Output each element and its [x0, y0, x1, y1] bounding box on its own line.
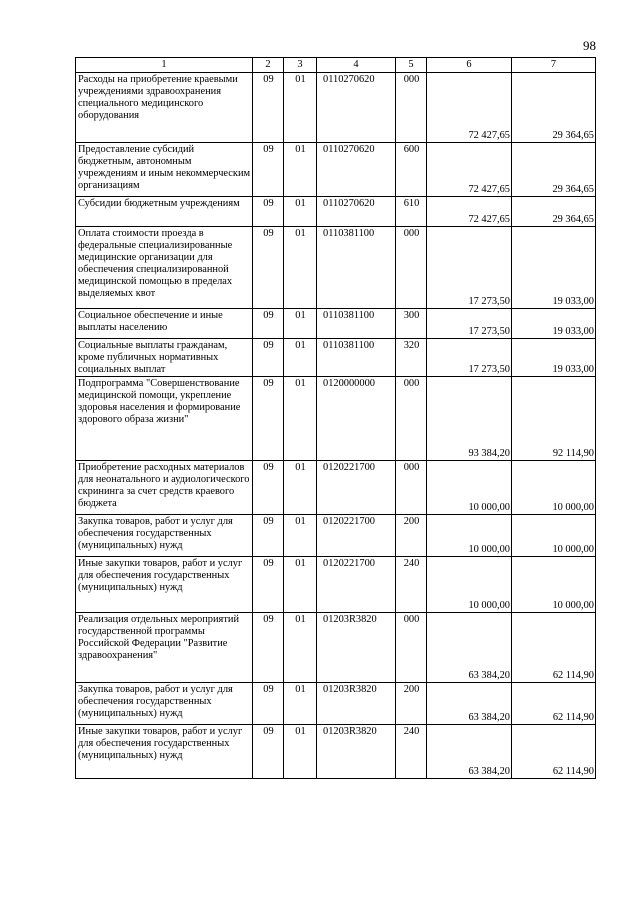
row-name-cell: Иные закупки товаров, работ и услуг для обеспечения государственных (муниципальных) нужд — [76, 557, 253, 613]
row-code-cell: 09 — [253, 73, 284, 143]
row-amount-cell: 10 000,00 — [427, 461, 512, 515]
row-name-cell: Приобретение расходных материалов для неонатального и аудиологического скрининга за счет средств краевого бюджета — [76, 461, 253, 515]
row-amount-cell: 10 000,00 — [427, 557, 512, 613]
table-row — [76, 725, 596, 779]
row-type-cell: 000 — [396, 377, 427, 461]
table-row — [76, 683, 596, 725]
row-code-cell: 01 — [284, 197, 317, 227]
row-target-cell: 0120221700 — [317, 557, 396, 613]
table-row — [76, 613, 596, 683]
table-row — [76, 377, 596, 461]
budget-table — [75, 57, 596, 779]
row-target-cell: 0120221700 — [317, 461, 396, 515]
row-code-cell: 09 — [253, 197, 284, 227]
row-code-cell: 09 — [253, 143, 284, 197]
row-target-cell: 01203R3820 — [317, 613, 396, 683]
row-amount-cell: 62 114,90 — [512, 613, 596, 683]
row-target-cell: 0110381100 — [317, 227, 396, 309]
row-code-cell: 01 — [284, 461, 317, 515]
table-row — [76, 515, 596, 557]
row-code-cell: 09 — [253, 227, 284, 309]
row-amount-cell: 10 000,00 — [427, 515, 512, 557]
row-amount-cell: 63 384,20 — [427, 725, 512, 779]
table-row — [76, 227, 596, 309]
row-type-cell: 000 — [396, 461, 427, 515]
row-name-cell: Социальные выплаты гражданам, кроме публичных нормативных социальных выплат — [76, 339, 253, 377]
row-amount-cell: 63 384,20 — [427, 683, 512, 725]
row-type-cell: 610 — [396, 197, 427, 227]
row-amount-cell: 19 033,00 — [512, 339, 596, 377]
page-number: 98 — [583, 38, 596, 53]
row-name-cell: Предоставление субсидий бюджетным, автономным учреждениям и иным некоммерческим организациям — [76, 143, 253, 197]
row-amount-cell: 62 114,90 — [512, 683, 596, 725]
header-col-4: 4 — [317, 58, 396, 73]
table-row — [76, 557, 596, 613]
table-row — [76, 339, 596, 377]
row-target-cell: 0110381100 — [317, 339, 396, 377]
row-amount-cell: 92 114,90 — [512, 377, 596, 461]
row-type-cell: 000 — [396, 73, 427, 143]
row-code-cell: 09 — [253, 377, 284, 461]
row-name-cell: Подпрограмма "Совершенствование медицинской помощи, укрепление здоровья населения и формирование здорового образа жизни" — [76, 377, 253, 461]
row-amount-cell: 19 033,00 — [512, 227, 596, 309]
row-name-cell: Оплата стоимости проезда в федеральные специализированные медицинские организации для обеспечения специализированной медицинской помощью в пределах выделяемых квот — [76, 227, 253, 309]
row-amount-cell: 29 364,65 — [512, 143, 596, 197]
row-amount-cell: 63 384,20 — [427, 613, 512, 683]
row-target-cell: 0110270620 — [317, 197, 396, 227]
row-name-cell: Социальное обеспечение и иные выплаты населению — [76, 309, 253, 339]
table-header-row — [76, 58, 596, 73]
row-amount-cell: 72 427,65 — [427, 73, 512, 143]
header-col-3: 3 — [284, 58, 317, 73]
row-code-cell: 09 — [253, 339, 284, 377]
row-code-cell: 01 — [284, 339, 317, 377]
row-target-cell: 0120000000 — [317, 377, 396, 461]
row-code-cell: 01 — [284, 309, 317, 339]
header-col-7: 7 — [512, 58, 596, 73]
row-code-cell: 09 — [253, 309, 284, 339]
row-type-cell: 240 — [396, 557, 427, 613]
row-amount-cell: 17 273,50 — [427, 339, 512, 377]
row-amount-cell: 10 000,00 — [512, 461, 596, 515]
row-name-cell: Реализация отдельных мероприятий государственной программы Российской Федерации "Развитие здравоохранения" — [76, 613, 253, 683]
row-type-cell: 240 — [396, 725, 427, 779]
row-code-cell: 01 — [284, 515, 317, 557]
row-amount-cell: 17 273,50 — [427, 227, 512, 309]
row-name-cell: Расходы на приобретение краевыми учреждениями здравоохранения специального медицинского оборудования — [76, 73, 253, 143]
row-code-cell: 01 — [284, 73, 317, 143]
table-row — [76, 309, 596, 339]
row-target-cell: 0110381100 — [317, 309, 396, 339]
row-type-cell: 000 — [396, 227, 427, 309]
row-code-cell: 01 — [284, 377, 317, 461]
row-code-cell: 09 — [253, 515, 284, 557]
table-row — [76, 73, 596, 143]
header-col-2: 2 — [253, 58, 284, 73]
row-code-cell: 01 — [284, 613, 317, 683]
row-amount-cell: 17 273,50 — [427, 309, 512, 339]
row-target-cell: 0110270620 — [317, 143, 396, 197]
row-amount-cell: 29 364,65 — [512, 197, 596, 227]
row-amount-cell: 62 114,90 — [512, 725, 596, 779]
row-code-cell: 09 — [253, 683, 284, 725]
row-amount-cell: 72 427,65 — [427, 197, 512, 227]
row-type-cell: 300 — [396, 309, 427, 339]
row-type-cell: 000 — [396, 613, 427, 683]
row-name-cell: Закупка товаров, работ и услуг для обеспечения государственных (муниципальных) нужд — [76, 515, 253, 557]
row-code-cell: 09 — [253, 461, 284, 515]
row-amount-cell: 29 364,65 — [512, 73, 596, 143]
row-type-cell: 200 — [396, 683, 427, 725]
row-name-cell: Закупка товаров, работ и услуг для обеспечения государственных (муниципальных) нужд — [76, 683, 253, 725]
row-code-cell: 09 — [253, 613, 284, 683]
row-code-cell: 01 — [284, 143, 317, 197]
row-amount-cell: 72 427,65 — [427, 143, 512, 197]
header-col-1: 1 — [76, 58, 253, 73]
row-code-cell: 01 — [284, 725, 317, 779]
row-type-cell: 600 — [396, 143, 427, 197]
header-col-5: 5 — [396, 58, 427, 73]
header-col-6: 6 — [427, 58, 512, 73]
row-type-cell: 320 — [396, 339, 427, 377]
row-amount-cell: 10 000,00 — [512, 515, 596, 557]
row-target-cell: 0110270620 — [317, 73, 396, 143]
table-row — [76, 197, 596, 227]
row-name-cell: Иные закупки товаров, работ и услуг для обеспечения государственных (муниципальных) нужд — [76, 725, 253, 779]
row-amount-cell: 10 000,00 — [512, 557, 596, 613]
row-amount-cell: 93 384,20 — [427, 377, 512, 461]
row-code-cell: 01 — [284, 227, 317, 309]
row-code-cell: 01 — [284, 557, 317, 613]
table-row — [76, 461, 596, 515]
row-target-cell: 01203R3820 — [317, 683, 396, 725]
row-target-cell: 01203R3820 — [317, 725, 396, 779]
row-amount-cell: 19 033,00 — [512, 309, 596, 339]
row-code-cell: 09 — [253, 725, 284, 779]
row-target-cell: 0120221700 — [317, 515, 396, 557]
row-code-cell: 09 — [253, 557, 284, 613]
table-row — [76, 143, 596, 197]
row-type-cell: 200 — [396, 515, 427, 557]
row-code-cell: 01 — [284, 683, 317, 725]
row-name-cell: Субсидии бюджетным учреждениям — [76, 197, 253, 227]
